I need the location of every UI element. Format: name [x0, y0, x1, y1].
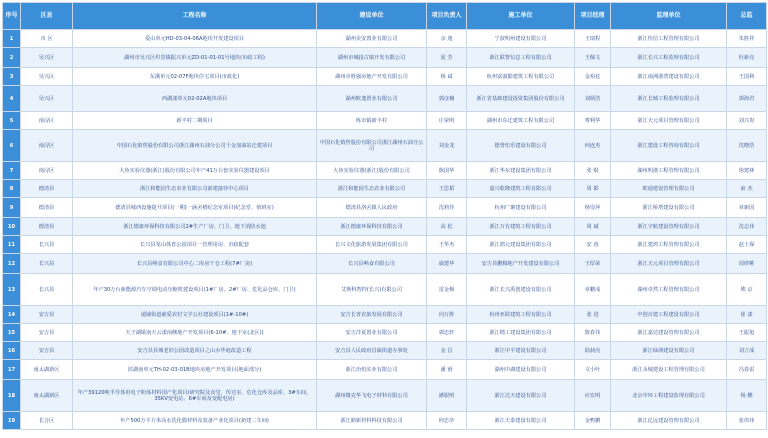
table-cell: 郭彦楠 — [427, 86, 467, 112]
table-cell: 南浔区 — [21, 130, 73, 162]
table-cell: 浙江鸿元建设集团有限公司 — [467, 236, 575, 254]
table-cell: 郭海君 — [727, 86, 767, 112]
table-cell: 向万胜 — [427, 306, 467, 324]
table-cell: 金鸭鹏 — [575, 412, 611, 430]
table-row — [3, 180, 767, 198]
table-row — [3, 112, 767, 130]
table-cell: 安 涛 — [575, 236, 611, 254]
table-cell: 市 区 — [21, 30, 73, 48]
row-number-cell: 17 — [3, 360, 21, 380]
row-number-cell: 9 — [3, 198, 21, 218]
table-cell: 陈春伟 — [575, 324, 611, 342]
table-cell: 浙江亿远建设管理有限公司 — [611, 412, 727, 430]
table-cell: 王思韬 — [427, 180, 467, 198]
table-cell: 余 逸 — [427, 30, 467, 48]
table-row — [3, 236, 767, 254]
column-header: 总监 — [727, 3, 767, 30]
table-cell: 浙江长兴禹创建设有限公司 — [467, 274, 575, 306]
table-cell: 南太湖新区 — [21, 360, 73, 380]
table-cell: 浙江恒信工程管理有限公司 — [611, 30, 727, 48]
table-cell: 王佩文 — [575, 48, 611, 68]
table-cell: 南太湖新区 — [21, 380, 73, 412]
table-cell: 张 焜 — [575, 162, 611, 180]
table-cell: 浙江治恒实业有限公司 — [317, 360, 427, 380]
table-row — [3, 324, 767, 342]
table-row — [3, 254, 767, 274]
row-number-cell: 19 — [3, 412, 21, 430]
table-cell: 德誉恒乐建设有限公司 — [467, 130, 575, 162]
table-cell: 长兴县 — [21, 274, 73, 306]
table-cell: 张 进 — [575, 306, 611, 324]
column-header: 项目负责人 — [427, 3, 467, 30]
table-row — [3, 380, 767, 412]
table-cell: 湖州美安置业有限公司 — [317, 30, 427, 48]
row-number-cell: 5 — [3, 112, 21, 130]
table-cell: 德清县城西设施提升项目(一期)一涵舍褶纪念室项目(纪念堂、值班室) — [73, 198, 317, 218]
table-cell: 冯春雷 — [727, 360, 767, 380]
table-cell: 艾斯科智控(长兴)有限公司 — [317, 274, 427, 306]
table-cell: 金裕花 — [575, 68, 611, 86]
table-row — [3, 412, 767, 430]
table-cell: 何忠亭 — [427, 412, 467, 430]
table-cell: 湖州市东迁建筑工程有限公司 — [467, 112, 575, 130]
table-cell: 俞 杰 — [727, 180, 767, 198]
table-cell: 杭州富强勤建筑工程有限公司 — [467, 68, 575, 86]
table-cell: 安吉县县城老旧公园改造项目之山水华庭改造工程 — [73, 342, 317, 360]
table-row — [3, 342, 767, 360]
table-cell: 戚建华 — [427, 254, 467, 274]
row-number-cell: 11 — [3, 236, 21, 254]
table-cell: 长兴县 — [21, 254, 73, 274]
table-cell: 浙江建鸿工程管理有限公司 — [611, 236, 727, 254]
table-cell: 年产500万平方米高水洗化膜材料及装备产业化项目(新建二车间) — [73, 412, 317, 430]
table-cell: 德清县 — [21, 180, 73, 198]
table-cell: 长兴文化旅游发展集团有限公司 — [317, 236, 427, 254]
table-cell: 王国利 — [727, 68, 767, 86]
table-cell: 徐建林 — [727, 162, 767, 180]
table-cell: 安吉县鹏腾地产开发建设有限公司 — [467, 254, 575, 274]
table-cell: 杭州亚联建筑工程有限公司 — [467, 306, 575, 324]
table-cell: 高 松 — [427, 218, 467, 236]
table-row — [3, 30, 767, 48]
table-cell: 文小叶 — [575, 360, 611, 380]
table-cell: 新丰村二期项目 — [73, 112, 317, 130]
table-cell: 滨湖南单元TH-02-03-01B地块房地产开发项目(地面部分) — [73, 360, 317, 380]
row-number-cell: 2 — [3, 48, 21, 68]
table-cell: 杨崇萍 — [575, 198, 611, 218]
table-cell: 浙江万有建筑工程有限公司 — [467, 218, 575, 236]
table-cell: 浙江绿洲建设有限公司 — [611, 342, 727, 360]
table-cell: 浙江省基础建设投资集团股份有限公司 — [467, 86, 575, 112]
table-row — [3, 306, 767, 324]
table-cell: 应宏明 — [575, 380, 611, 412]
table-cell: 杨 鹏 — [727, 380, 767, 412]
table-cell: 何连杰 — [575, 130, 611, 162]
table-cell: 郭忠轩 — [427, 324, 467, 342]
table-cell: 沈志伟 — [727, 218, 767, 236]
table-cell: 大鱼实验仪器(浙江)股份有限公司年产41万台套实验仪器建设项目 — [73, 162, 317, 180]
table-cell: 浙江天元项目管理有限公司 — [611, 254, 727, 274]
row-number-cell: 10 — [3, 218, 21, 236]
table-cell: 长兴县畅食有限公司中心二库房干仓工程(7#厂房) — [73, 254, 317, 274]
table-cell: 浙江联智信息工程有限公司 — [467, 48, 575, 68]
row-number-cell: 7 — [3, 162, 21, 180]
table-cell: 周 斌 — [575, 218, 611, 236]
table-row — [3, 198, 767, 218]
table-cell: 浙江德康环保科技有限公司2#生产厂房、门卫、地下消防水池 — [73, 218, 317, 236]
row-number-cell: 13 — [3, 274, 21, 306]
table-cell: 浙江华东建设集团有限公司 — [467, 162, 575, 180]
table-cell: 王振旭 — [727, 324, 767, 342]
table-cell: 浙江精工建设集团有限公司 — [467, 324, 575, 342]
table-cell: 周律桃 — [727, 254, 767, 274]
table-cell: 刘立成 — [727, 342, 767, 360]
table-cell: 东溪单元02-07F地块住宅项目(市政化) — [73, 68, 317, 86]
column-header: 项目经理 — [575, 3, 611, 30]
table-row — [3, 162, 767, 180]
table-cell: 德清县 — [21, 218, 73, 236]
table-row — [3, 130, 767, 162]
table-cell: 爱山单元HD-03-04-06A地块开发建设项目 — [73, 30, 317, 48]
table-cell: 赵士保 — [727, 236, 767, 254]
table-cell: 庄荣明 — [427, 112, 467, 130]
table-cell: 西湖漾单元02-02A地块项目 — [73, 86, 317, 112]
table-cell: 湖州明港工程管理有限公司 — [611, 162, 727, 180]
column-header: 序号 — [3, 3, 21, 30]
table-row — [3, 86, 767, 112]
table-cell: 浙江宇航建设管理有限公司 — [611, 218, 727, 236]
table-cell: 长兴县畅食有限公司 — [317, 254, 427, 274]
table-cell: 费利华 — [575, 112, 611, 130]
table-cell: 潘 滑 — [427, 360, 467, 380]
table-cell: 天子湖镇南天云漾南侧地产开发项目(6-10#、地下室(北区)) — [73, 324, 317, 342]
table-cell: 安吉县 — [21, 306, 73, 324]
row-number-cell: 15 — [3, 324, 21, 342]
table-row — [3, 360, 767, 380]
table-cell: 浙江长城工程监理有限公司 — [611, 86, 727, 112]
table-body — [3, 30, 767, 430]
table-cell: 杭州广聚建设有限公司 — [467, 198, 575, 218]
table-cell: 浙江中平建设有限公司 — [467, 342, 575, 360]
table-cell: 浙江永城建设工程管理有限公司 — [611, 360, 727, 380]
project-table-wrapper — [2, 2, 766, 436]
table-cell: 吴兴区 — [21, 48, 73, 68]
row-number-cell: 12 — [3, 254, 21, 274]
table-cell: 南浔区 — [21, 162, 73, 180]
table-cell: 浙江和能园生态农业有限公司 — [317, 180, 427, 198]
table-cell: 夏 芳 — [427, 48, 467, 68]
table-cell: 王华杰 — [427, 236, 467, 254]
table-cell: 练市镇新丰村 — [317, 112, 427, 130]
row-number-cell: 6 — [3, 130, 21, 162]
table-row — [3, 218, 767, 236]
table-cell: 长合区 — [21, 412, 73, 430]
row-number-cell: 18 — [3, 380, 21, 412]
table-cell: 浙江天元项目管理有限公司 — [611, 112, 727, 130]
table-cell: 大鱼实验仪器(浙江)股份有限公司 — [317, 162, 427, 180]
table-cell: 中创百建工程建设有限公司 — [611, 306, 727, 324]
table-cell: 湖州欧逸置业有限公司 — [317, 86, 427, 112]
table-cell: 吴兴区 — [21, 86, 73, 112]
table-cell: 沈晓浩 — [727, 130, 767, 162]
table-cell: 殊 京 — [727, 274, 767, 306]
row-number-cell: 8 — [3, 180, 21, 198]
table-cell: 浙江达天建设有限公司 — [467, 380, 575, 412]
table-cell: 安吉洋夏置业有限公司 — [317, 324, 427, 342]
table-cell: 宁波明州建设有限公司 — [467, 30, 575, 48]
table-cell: 湖州微克华飞电子材料有限公司 — [317, 380, 427, 412]
table-cell: 长兴县 — [21, 236, 73, 254]
table-cell: 杜新亮 — [727, 48, 767, 68]
table-cell: 年产30万台新能源汽车空调电动压缩机建设项目(1#厂房、2#厂房、危化品仓库、门卫) — [73, 274, 317, 306]
table-cell: 浙江南洲港湾建设有限公司 — [611, 68, 727, 86]
row-number-cell: 4 — [3, 86, 21, 112]
row-number-cell: 16 — [3, 342, 21, 360]
table-cell: 湖州市胜强房地产开发有限公司 — [317, 68, 427, 86]
table-cell: 崔 漾 — [727, 306, 767, 324]
table-cell: 王厚荣 — [575, 254, 611, 274]
row-number-cell: 3 — [3, 68, 21, 86]
table-cell: 中国石化销售股份有限公司浙江湖州石油分公司 — [317, 130, 427, 162]
column-header: 工程名称 — [73, 3, 317, 30]
table-cell: 雷金梅 — [427, 274, 467, 306]
table-cell: 南浔区 — [21, 112, 73, 130]
row-number-cell: 1 — [3, 30, 21, 48]
table-cell: 陈国华 — [427, 162, 467, 180]
table-cell: 章鹏成 — [575, 274, 611, 306]
table-cell: 浙江嘉达建设管理有限公司 — [611, 324, 727, 342]
table-cell: 中国石化销售股份有限公司浙江湖州石油分公司千金加油站迁建项目 — [73, 130, 317, 162]
table-cell: 刘金龙 — [427, 130, 467, 162]
table-cell: 陆昶亮 — [575, 342, 611, 360]
table-cell: 沈莉佳 — [427, 198, 467, 218]
table-cell: 浙江天泰建设有限公司 — [467, 412, 575, 430]
table-cell: 王瑞程 — [575, 30, 611, 48]
column-header: 施工单位 — [467, 3, 575, 30]
table-cell: 杨 斌 — [427, 68, 467, 86]
table-cell: 潘银明 — [427, 380, 467, 412]
table-row — [3, 274, 767, 306]
table-header-row — [3, 3, 767, 30]
table-cell: 浙江德康环保科技有限公司 — [317, 218, 427, 236]
table-cell: 欧通建设管理有限公司 — [611, 180, 727, 198]
table-cell: 朱胜祥 — [727, 30, 767, 48]
table-cell: 浙江建设工程咨询有限公司 — [611, 130, 727, 162]
table-cell: 长兴县龙山体育公园项目一管理用房、市政配套 — [73, 236, 317, 254]
column-header: 区县 — [21, 3, 73, 30]
table-cell: 湖州市吴兴区织里镇振兴单元ZD-01-01-01号地块(市政工程) — [73, 48, 317, 68]
table-cell: 安吉县 — [21, 324, 73, 342]
project-table — [2, 2, 767, 430]
table-cell: 递铺街道慈爱农村文学公社建设项目(1#-10#) — [73, 306, 317, 324]
table-cell: 湖州市城投古镇开发有限公司 — [317, 48, 427, 68]
table-cell: 吴兴区 — [21, 68, 73, 86]
table-cell: 浙江桥塔建设有限公司 — [611, 198, 727, 218]
table-cell: 张伟伟 — [727, 412, 767, 430]
table-cell: 金 昌 — [427, 342, 467, 360]
table-cell: 浙江长兴工程监理有限公司 — [611, 48, 727, 68]
table-row — [3, 68, 767, 86]
table-cell: 年产39120吨半导体用电子粉体材料国产化项目(研究院及食堂、传达室、危化仓库及品库、3#车间、35KV变电站、6#车间及变配电房) — [73, 380, 317, 412]
column-header: 建设单位 — [317, 3, 427, 30]
row-number-cell: 14 — [3, 306, 21, 324]
table-cell: 章新国 — [727, 198, 767, 218]
table-cell: 德清县洛舍镇人民政府 — [317, 198, 427, 218]
table-cell: 北京中环工程建设监理有限公司 — [611, 380, 727, 412]
table-cell: 湖州卓然工程管理有限公司 — [611, 274, 727, 306]
table-cell: 德清县 — [21, 198, 73, 218]
table-cell: 刘炳浩 — [575, 86, 611, 112]
table-cell: 安吉县人民政府昌硕街道办事处 — [317, 342, 427, 360]
table-cell: 嘉兴乾隆建筑工程有限公司 — [467, 180, 575, 198]
table-cell: 刘兴贵 — [727, 112, 767, 130]
table-cell: 浙江和能园生态农业有限公司新建接待中心项目 — [73, 180, 317, 198]
column-header: 监理单位 — [611, 3, 727, 30]
table-cell: 湖州中湖建设有限公司 — [467, 360, 575, 380]
table-row — [3, 48, 767, 68]
table-cell: 浙江鼎新材料科技有限公司 — [317, 412, 427, 430]
table-cell: 周 韬 — [575, 180, 611, 198]
table-cell: 安吉长青农旅发展有限公司 — [317, 306, 427, 324]
table-cell: 安吉县 — [21, 342, 73, 360]
